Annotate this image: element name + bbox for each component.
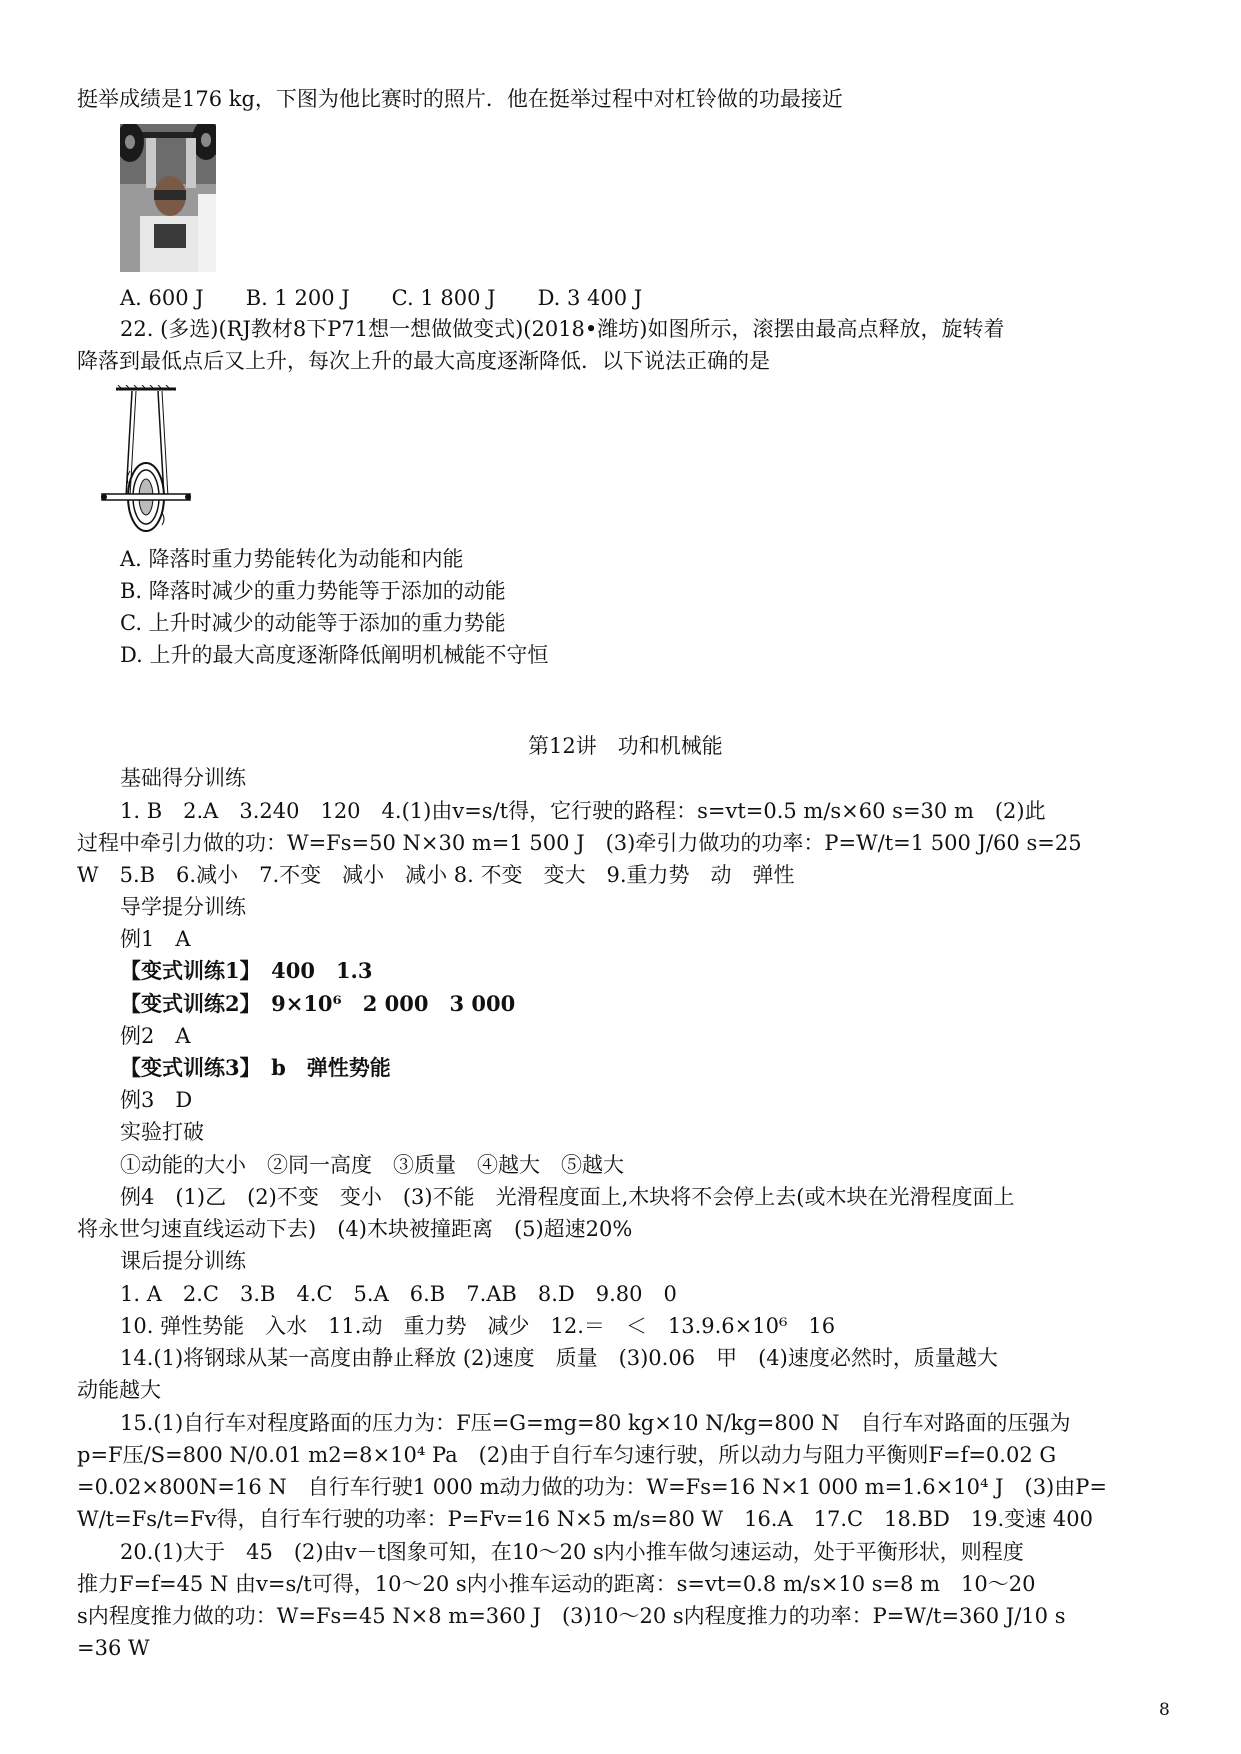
q21-options: A. 600 J B. 1 200 J C. 1 800 J D. 3 400 J	[120, 286, 643, 310]
page-number: 8	[1159, 1700, 1170, 1720]
answer-15-line2: p=F压/S=800 N/0.01 m2=8×10⁴ Pa (2)由于自行车匀速行驶，所以动力与阻力平衡则F=f=0.02 G	[77, 1443, 1057, 1467]
answer-14-line1: 14.(1)将钢球从某一高度由静止释放 (2)速度 质量 (3)0.06 甲 (4)速度必然时，质量越大	[120, 1346, 998, 1370]
q22-stem-line2: 降落到最低点后又上升，每次上升的最大高度逐渐降低．以下说法正确的是	[77, 349, 770, 373]
example-2: 例2 A	[120, 1024, 191, 1048]
variant-2: 【变式训练2】 9×10⁶ 2 000 3 000	[120, 991, 516, 1016]
weightlifter-photo	[120, 124, 216, 272]
q22-option-c: C. 上升时减少的动能等于添加的重力势能	[120, 611, 506, 635]
basic-answers-line3: W 5.B 6.减小 7.不变 减小 减小 8. 不变 变大 9.重力势 动 弹性	[77, 863, 795, 887]
q21-stem: 挺举成绩是176 kg，下图为他比赛时的照片．他在挺举过程中对杠铃做的功最接近	[77, 87, 843, 111]
answer-20-line3: s内程度推力做的功：W=Fs=45 N×8 m=360 J (3)10～20 s内程度推力的功率：P=W/t=360 J/10 s	[77, 1604, 1066, 1628]
example-4-line1: 例4 (1)乙 (2)不变 变小 (3)不能 光滑程度面上,木块将不会停上去(或木块在光滑程度面上	[120, 1185, 1015, 1209]
q22-option-b: B. 降落时减少的重力势能等于添加的动能	[120, 579, 506, 603]
weightlifter-photo-drawing	[120, 124, 216, 272]
q22-stem-line1: 22. (多选)(RJ教材8下P71想一想做做变式)(2018•潍坊)如图所示，滚摆由最高点释放，旋转着	[120, 317, 1005, 341]
lecture-title: 第12讲 功和机械能	[528, 734, 723, 758]
q22-option-d: D. 上升的最大高度逐渐降低阐明机械能不守恒	[120, 643, 549, 667]
answer-15-line4: W/t=Fs/t=Fv得，自行车行驶的功率：P=Fv=16 N×5 m/s=80 W 16.A 17.C 18.BD 19.变速 400	[77, 1507, 1093, 1531]
guide-heading: 导学提分训练	[120, 895, 246, 919]
experiment-heading: 实验打破	[120, 1120, 204, 1144]
answer-20-line4: =36 W	[77, 1636, 150, 1660]
answer-14-line2: 动能越大	[77, 1378, 161, 1402]
basic-answers-line1: 1. B 2.A 3.240 120 4.(1)由v=s/t得，它行驶的路程：s=vt=0.5 m/s×60 s=30 m (2)此	[120, 799, 1046, 823]
maxwell-wheel-diagram	[100, 385, 204, 535]
answer-20-line2: 推力F=f=45 N 由v=s/t可得，10～20 s内小推车运动的距离：s=vt=0.8 m/s×10 s=8 m 10～20	[77, 1572, 1036, 1596]
answer-15-line1: 15.(1)自行车对程度路面的压力为：F压=G=mg=80 kg×10 N/kg=800 N 自行车对路面的压强为	[120, 1411, 1071, 1435]
answer-20-line1: 20.(1)大于 45 (2)由v－t图象可知，在10～20 s内小推车做匀速运动，处于平衡形状，则程度	[120, 1540, 1024, 1564]
basic-heading: 基础得分训练	[120, 766, 246, 790]
variant-3: 【变式训练3】 b 弹性势能	[120, 1055, 391, 1080]
q22-option-a: A. 降落时重力势能转化为动能和内能	[120, 547, 464, 571]
after-class-heading: 课后提分训练	[120, 1249, 246, 1273]
after-class-line1: 1. A 2.C 3.B 4.C 5.A 6.B 7.AB 8.D 9.80 0	[120, 1282, 677, 1306]
variant-1: 【变式训练1】 400 1.3	[120, 958, 373, 983]
answer-15-line3: =0.02×800N=16 N 自行车行驶1 000 m动力做的功为：W=Fs=16 N×1 000 m=1.6×10⁴ J (3)由P=	[77, 1475, 1107, 1499]
basic-answers-line2: 过程中牵引力做的功：W=Fs=50 N×30 m=1 500 J (3)牵引力做功的功率：P=W/t=1 500 J/60 s=25	[77, 831, 1082, 855]
example-4-line2: 将永世匀速直线运动下去) (4)木块被撞距离 (5)超速20%	[77, 1217, 633, 1241]
experiment-items: ①动能的大小 ②同一高度 ③质量 ④越大 ⑤越大	[120, 1153, 624, 1177]
example-1: 例1 A	[120, 927, 191, 951]
maxwell-wheel-drawing	[100, 385, 204, 535]
after-class-line2: 10. 弹性势能 入水 11.动 重力势 减少 12.＝ ＜ 13.9.6×10⁶ 16	[120, 1314, 836, 1338]
example-3: 例3 D	[120, 1088, 193, 1112]
